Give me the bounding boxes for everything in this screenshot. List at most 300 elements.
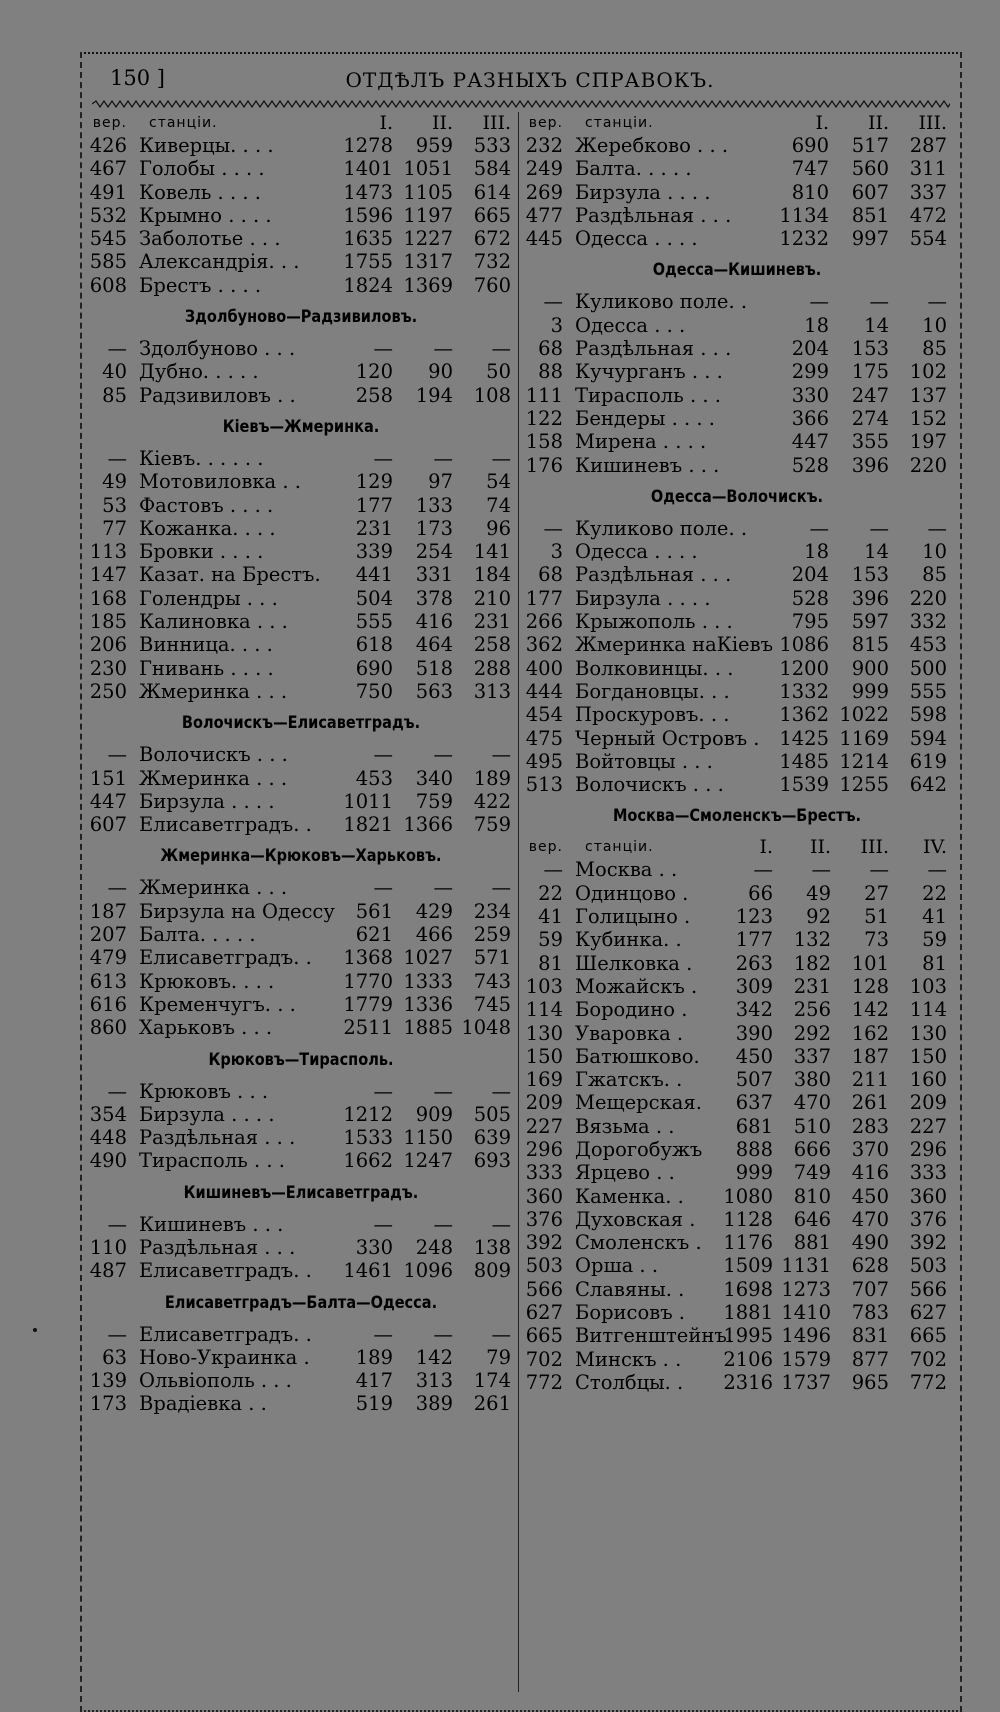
row-fare-1: 637 (735, 1091, 773, 1115)
row-fare-2: 999 (851, 679, 889, 703)
section-title: Здолбуново—Радзивиловъ. (184, 307, 418, 327)
row-versts: 566 (525, 1277, 563, 1301)
row-fare-3: 416 (851, 1161, 889, 1185)
row-fare-1: 528 (791, 586, 829, 610)
row-fare-1: 528 (791, 453, 829, 477)
row-fare-4: 227 (909, 1114, 947, 1138)
row-station: Проскуровъ. . . (575, 703, 730, 727)
row-fare-1: — (373, 1079, 393, 1103)
header-station: станціи. (149, 115, 218, 131)
row-fare-2: 1214 (839, 749, 889, 773)
table-row (523, 563, 951, 586)
row-fare-1: 1995 (723, 1324, 773, 1348)
row-fare-3: 85 (922, 563, 947, 587)
row-fare-2: 49 (806, 881, 831, 905)
row-fare-3: 500 (909, 656, 947, 680)
row-station: Духовская . (575, 1207, 696, 1231)
row-versts: 479 (89, 946, 127, 970)
section-title: Москва—Смоленскъ—Брестъ. (612, 806, 862, 826)
row-fare-1: 177 (735, 928, 773, 952)
table-row (523, 430, 951, 453)
row-fare-1: 507 (735, 1068, 773, 1092)
row-fare-2: 518 (415, 656, 453, 680)
row-fare-3: 672 (473, 227, 511, 251)
table-row (87, 587, 515, 610)
row-fare-4: 702 (909, 1347, 947, 1371)
table-row (523, 1091, 951, 1114)
row-fare-2: 429 (415, 899, 453, 923)
row-fare-1: 342 (735, 998, 773, 1022)
row-fare-2: 378 (415, 586, 453, 610)
table-row (523, 657, 951, 680)
row-fare-1: 309 (735, 974, 773, 998)
row-fare-1: 453 (355, 766, 393, 790)
row-versts: 585 (89, 250, 127, 274)
row-versts: — (543, 516, 563, 540)
row-fare-3: — (491, 876, 511, 900)
table-row (87, 610, 515, 633)
table-row (87, 993, 515, 1016)
section-title: Жмеринка—Крюковъ—Харьковъ. (160, 846, 442, 866)
row-versts: 616 (89, 992, 127, 1016)
row-fare-4: 103 (909, 974, 947, 998)
row-fare-2: 153 (851, 337, 889, 361)
row-fare-1: 1461 (343, 1259, 393, 1283)
table-row (523, 882, 951, 905)
row-fare-2: 646 (793, 1207, 831, 1231)
row-station: Одесса . . . (575, 313, 686, 337)
row-fare-2: 1227 (403, 227, 453, 251)
row-fare-4: 333 (909, 1161, 947, 1185)
row-fare-1: 18 (804, 540, 829, 564)
row-versts: 209 (525, 1091, 563, 1115)
table-row (87, 680, 515, 703)
row-fare-1: 1485 (779, 749, 829, 773)
row-fare-3: 831 (851, 1324, 889, 1348)
row-fare-1: 2511 (343, 1016, 393, 1040)
row-fare-2: 1150 (403, 1126, 453, 1150)
header-ver: вер. (528, 115, 563, 131)
row-versts: 22 (538, 881, 563, 905)
row-fare-3: 220 (909, 453, 947, 477)
row-versts: 169 (525, 1068, 563, 1092)
column-header-row (523, 836, 951, 858)
row-versts: 53 (102, 493, 127, 517)
row-fare-3: 73 (864, 928, 889, 952)
row-versts: 495 (525, 749, 563, 773)
row-station: Кучурганъ . . . (575, 360, 723, 384)
section-title: Одесса—Кишиневъ. (652, 260, 822, 280)
row-fare-3: — (491, 743, 511, 767)
row-station: Елисаветградъ. . (139, 1259, 312, 1283)
row-fare-1: 795 (791, 610, 829, 634)
row-versts: 454 (525, 703, 563, 727)
row-fare-3: 234 (473, 899, 511, 923)
row-fare-1: 999 (735, 1161, 773, 1185)
row-station: Раздѣльная . . . (575, 203, 732, 227)
row-fare-1: 1755 (343, 250, 393, 274)
row-fare-1: 447 (791, 430, 829, 454)
row-fare-3: 79 (486, 1345, 511, 1369)
table-row (523, 858, 951, 881)
row-fare-2: 1885 (403, 1016, 453, 1040)
table-row (523, 290, 951, 313)
row-fare-4: 150 (909, 1044, 947, 1068)
table-row (523, 727, 951, 750)
header-class-1: I. (759, 836, 773, 859)
row-fare-3: 965 (851, 1370, 889, 1394)
frame-left-border (80, 52, 82, 1712)
row-fare-1: — (373, 1212, 393, 1236)
row-fare-2: 92 (806, 905, 831, 929)
header-class-3: III. (482, 112, 511, 134)
table-row (87, 767, 515, 790)
table-row (87, 470, 515, 493)
column-header-row (523, 112, 951, 134)
table-row (523, 1301, 951, 1324)
row-fare-2: — (433, 446, 453, 470)
row-fare-1: 1425 (779, 726, 829, 750)
row-fare-1: 1821 (343, 813, 393, 837)
row-fare-3: 283 (851, 1114, 889, 1138)
row-fare-1: 1128 (723, 1207, 773, 1231)
row-fare-2: 464 (415, 633, 453, 657)
row-versts: 627 (525, 1301, 563, 1325)
row-versts: 173 (89, 1392, 127, 1416)
row-station: Москва . . (575, 858, 678, 882)
table-row (87, 204, 515, 227)
row-fare-1: 390 (735, 1021, 773, 1045)
row-fare-1: 1509 (723, 1254, 773, 1278)
row-station: Голендры . . . (139, 586, 278, 610)
row-station: Раздѣльная . . . (139, 1126, 296, 1150)
row-versts: 114 (525, 998, 563, 1022)
row-fare-1: 129 (355, 470, 393, 494)
row-fare-3: 598 (909, 703, 947, 727)
wavy-rule (92, 100, 950, 108)
row-versts: — (107, 1212, 127, 1236)
table-row (87, 1213, 515, 1236)
table-row (87, 227, 515, 250)
row-station: Мотовиловка . . (139, 470, 301, 494)
row-station: Волочискъ . . . (575, 773, 724, 797)
row-fare-3: 665 (473, 203, 511, 227)
header-class-3: III. (918, 112, 947, 134)
row-fare-1: 330 (791, 383, 829, 407)
row-versts: 354 (89, 1102, 127, 1126)
row-fare-1: 330 (355, 1235, 393, 1259)
row-station: Жмеринка наКіевъ (575, 633, 773, 657)
row-fare-2: 470 (793, 1091, 831, 1115)
row-fare-1: 555 (355, 610, 393, 634)
row-versts: 376 (525, 1207, 563, 1231)
row-station: Мещерская. (575, 1091, 702, 1115)
row-station: Кременчугъ. . . (139, 992, 296, 1016)
row-station: Борисовъ . (575, 1301, 685, 1325)
row-fare-2: 909 (415, 1102, 453, 1126)
table-row (87, 447, 515, 470)
row-station: Гжатскъ. . (575, 1068, 683, 1092)
table-row (523, 337, 951, 360)
row-versts: 503 (525, 1254, 563, 1278)
row-fare-3: 27 (864, 881, 889, 905)
row-versts: 113 (89, 540, 127, 564)
row-fare-4: 209 (909, 1091, 947, 1115)
table-row (87, 1392, 515, 1415)
row-fare-1: 450 (735, 1044, 773, 1068)
table-row (87, 1236, 515, 1259)
row-fare-3: 614 (473, 180, 511, 204)
row-fare-3: 707 (851, 1277, 889, 1301)
table-row (523, 1208, 951, 1231)
row-fare-3: 628 (851, 1254, 889, 1278)
row-fare-1: 339 (355, 540, 393, 564)
row-fare-3: 142 (851, 998, 889, 1022)
row-station: Куликово поле. . (575, 516, 748, 540)
row-fare-4: 392 (909, 1231, 947, 1255)
table-row (523, 1254, 951, 1277)
row-fare-2: 153 (851, 563, 889, 587)
row-fare-1: 561 (355, 899, 393, 923)
row-fare-2: — (433, 1212, 453, 1236)
table-row (523, 540, 951, 563)
row-station: Кишиневъ . . . (575, 453, 720, 477)
row-fare-2: 563 (415, 679, 453, 703)
row-fare-2: 749 (793, 1161, 831, 1185)
row-versts: — (107, 876, 127, 900)
table-row (523, 587, 951, 610)
row-fare-1: 18 (804, 313, 829, 337)
row-versts: 130 (525, 1021, 563, 1045)
row-fare-1: 690 (355, 656, 393, 680)
row-fare-1: 1200 (779, 656, 829, 680)
row-fare-3: 261 (851, 1091, 889, 1115)
row-fare-3: — (491, 1079, 511, 1103)
row-fare-3: — (927, 516, 947, 540)
table-row (523, 1068, 951, 1091)
table-row (87, 274, 515, 297)
table-row (87, 517, 515, 540)
row-fare-3: 693 (473, 1149, 511, 1173)
table-row (87, 1103, 515, 1126)
row-fare-1: 120 (355, 360, 393, 384)
row-station: Брестъ . . . . (139, 273, 262, 297)
row-station: Здолбуново . . . (139, 337, 296, 361)
row-fare-1: 747 (791, 157, 829, 181)
row-fare-3: 220 (909, 586, 947, 610)
row-fare-3: 85 (922, 337, 947, 361)
row-fare-4: 160 (909, 1068, 947, 1092)
row-fare-3: 642 (909, 773, 947, 797)
row-fare-1: 1596 (343, 203, 393, 227)
row-versts: 139 (89, 1369, 127, 1393)
row-fare-3: 101 (851, 951, 889, 975)
row-fare-3: 584 (473, 157, 511, 181)
row-versts: — (107, 1322, 127, 1346)
row-fare-3: 231 (473, 610, 511, 634)
row-fare-1: 1533 (343, 1126, 393, 1150)
table-row (87, 743, 515, 766)
moscow-block (523, 796, 951, 1394)
row-station: Ярцево . . (575, 1161, 675, 1185)
left-column (87, 112, 515, 1416)
row-fare-2: 416 (415, 610, 453, 634)
row-station: Шелковка . (575, 951, 693, 975)
row-versts: 168 (89, 586, 127, 610)
row-fare-1: 204 (791, 563, 829, 587)
row-station: Казат. на Брестъ. (139, 563, 321, 587)
row-fare-1: 366 (791, 406, 829, 430)
row-fare-2: 1051 (403, 157, 453, 181)
table-row (87, 1259, 515, 1282)
row-station: Вязьма . . (575, 1114, 675, 1138)
row-fare-2: 1336 (403, 992, 453, 1016)
row-fare-4: 22 (922, 881, 947, 905)
row-versts: 59 (538, 928, 563, 952)
row-station: Тирасполь . . . (139, 1149, 285, 1173)
row-fare-2: 380 (793, 1068, 831, 1092)
row-fare-3: 450 (851, 1184, 889, 1208)
row-fare-3: 128 (851, 974, 889, 998)
table-row (523, 1138, 951, 1161)
table-row (523, 1278, 951, 1301)
row-station: Минскъ . . (575, 1347, 682, 1371)
row-fare-2: 1273 (781, 1277, 831, 1301)
row-fare-3: 313 (473, 679, 511, 703)
row-versts: 103 (525, 974, 563, 998)
row-fare-3: 533 (473, 134, 511, 157)
row-fare-3: 54 (486, 470, 511, 494)
table-row (523, 1371, 951, 1394)
page-number: 150 ] (110, 66, 165, 90)
row-versts: 77 (102, 516, 127, 540)
header-class-4: IV. (923, 836, 947, 859)
row-versts: 333 (525, 1161, 563, 1185)
table-row (87, 250, 515, 273)
row-station: Крыжополь . . . (575, 610, 733, 634)
row-station: Крюковъ . . . (139, 1079, 269, 1103)
row-versts: 110 (89, 1235, 127, 1259)
row-fare-4: 360 (909, 1184, 947, 1208)
row-station: Мирена . . . . (575, 430, 707, 454)
column-header-row (87, 112, 515, 134)
table-row (87, 1016, 515, 1039)
row-fare-2: 254 (415, 540, 453, 564)
row-fare-3: 554 (909, 227, 947, 251)
row-versts: 150 (525, 1044, 563, 1068)
row-fare-1: 618 (355, 633, 393, 657)
row-fare-1: 441 (355, 563, 393, 587)
section-title: Одесса—Волочискъ. (650, 486, 824, 506)
row-fare-1: 1770 (343, 969, 393, 993)
table-row (87, 1126, 515, 1149)
table-row (523, 384, 951, 407)
row-station: Бородино . (575, 998, 688, 1022)
header-class-2: II. (867, 112, 889, 134)
row-versts: 3 (550, 313, 563, 337)
row-fare-4: 41 (922, 905, 947, 929)
row-fare-2: 560 (851, 157, 889, 181)
page-header (110, 66, 950, 96)
row-fare-3: 809 (473, 1259, 511, 1283)
row-versts: 475 (525, 726, 563, 750)
row-versts: 122 (525, 406, 563, 430)
row-fare-1: 123 (735, 905, 773, 929)
row-versts: 68 (538, 563, 563, 587)
section-title: Волочискъ—Елисаветградъ. (181, 713, 421, 733)
row-fare-3: 10 (922, 313, 947, 337)
row-versts: — (543, 290, 563, 314)
row-fare-1: — (373, 337, 393, 361)
row-fare-3: 311 (909, 157, 947, 181)
row-fare-2: 1737 (781, 1370, 831, 1394)
row-fare-1: — (373, 743, 393, 767)
row-station: Волковинцы. . . (575, 656, 734, 680)
row-fare-3: 210 (473, 586, 511, 610)
section-title: Кишиневъ—Елисаветградъ. (183, 1182, 419, 1202)
row-fare-2: 1496 (781, 1324, 831, 1348)
row-station: Черный Островъ . (575, 726, 760, 750)
row-fare-2: 97 (428, 470, 453, 494)
row-fare-3: 174 (473, 1369, 511, 1393)
page-title: ОТДѢЛЪ РАЗНЫХЪ СПРАВОКЪ. (345, 68, 715, 92)
row-fare-2: — (433, 743, 453, 767)
row-station: Заболотье . . . (139, 227, 281, 251)
table-row (87, 1149, 515, 1172)
row-fare-3: 594 (909, 726, 947, 750)
table-row (87, 946, 515, 969)
row-fare-3: 50 (486, 360, 511, 384)
header-ver: вер. (92, 115, 127, 131)
row-versts: 85 (102, 383, 127, 407)
row-station: Кіевъ. . . . . . (139, 446, 264, 470)
row-versts: 230 (89, 656, 127, 680)
row-versts: 151 (89, 766, 127, 790)
row-fare-1: 1881 (723, 1301, 773, 1325)
table-row (523, 407, 951, 430)
row-fare-3: 261 (473, 1392, 511, 1416)
row-fare-2: 14 (864, 540, 889, 564)
right-column (523, 112, 951, 1394)
row-fare-3: 453 (909, 633, 947, 657)
row-station: Бирзула . . . . (139, 1102, 275, 1126)
row-fare-2: 389 (415, 1392, 453, 1416)
row-fare-3: 759 (473, 813, 511, 837)
row-fare-4: 59 (922, 928, 947, 952)
row-fare-2: 133 (415, 493, 453, 517)
row-versts: 445 (525, 227, 563, 251)
row-station: Одесса . . . . (575, 540, 698, 564)
row-versts: 269 (525, 180, 563, 204)
row-fare-4: 376 (909, 1207, 947, 1231)
table-row (87, 813, 515, 836)
row-fare-2: 396 (851, 586, 889, 610)
row-station: Дорогобужъ (575, 1137, 703, 1161)
row-fare-3: 108 (473, 383, 511, 407)
row-station: Раздѣльная . . . (575, 563, 732, 587)
row-station: Бирзула . . . . (575, 180, 711, 204)
row-fare-2: 597 (851, 610, 889, 634)
row-fare-2: 517 (851, 134, 889, 157)
row-fare-4: 503 (909, 1254, 947, 1278)
row-fare-1: 299 (791, 360, 829, 384)
row-fare-1: 417 (355, 1369, 393, 1393)
row-fare-1: 189 (355, 1345, 393, 1369)
row-fare-3: 490 (851, 1231, 889, 1255)
row-versts: 63 (102, 1345, 127, 1369)
table-row (87, 900, 515, 923)
row-versts: — (107, 1079, 127, 1103)
